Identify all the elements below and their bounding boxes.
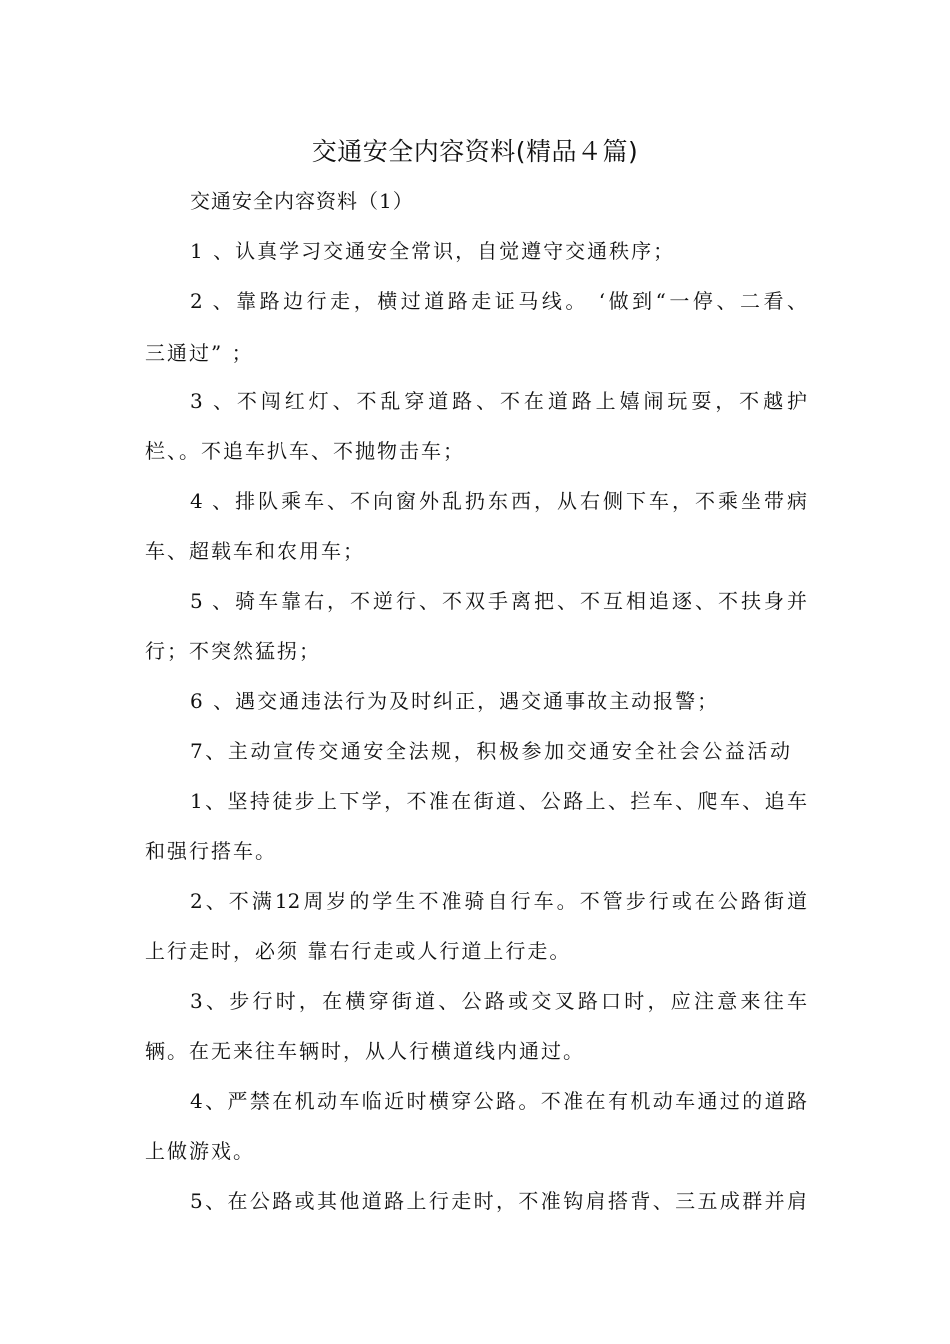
list-item-line: 和强行搭车。 [145,839,277,863]
list-item-line: 行；不突然猛拐； [145,639,321,663]
list-item-line: 3 、不闯红灯、不乱穿道路、不在道路上嬉闹玩耍，不越护 [190,389,807,413]
list-item-line: 4、严禁在机动车临近时横穿公路。不准在有机动车通过的道路 [190,1089,807,1113]
list-item-line: 1、坚持徒步上下学，不准在街道、公路上、拦车、爬车、追车 [190,789,807,813]
list-item-line: 辆。在无来往车辆时，从人行横道线内通过。 [145,1039,585,1063]
list-item-line: 上做游戏。 [145,1139,255,1163]
list-item-line: 栏、。不追车扒车、不抛物击车； [145,439,465,463]
list-item-line: 4 、排队乘车、不向窗外乱扔东西，从右侧下车，不乘坐带病 [190,489,807,513]
list-item-line: 三通过” ； [145,341,254,365]
list-item-line: 2、不满12周岁的学生不准骑自行车。不管步行或在公路街道 [190,889,807,913]
document-title: 交通安全内容资料(精品４篇) [311,137,639,166]
section-heading: 交通安全内容资料（1） [190,189,414,213]
list-item-line: 3、步行时，在横穿街道、公路或交叉路口时，应注意来往车 [190,989,807,1013]
list-item-line: 2 、靠路边行走，横过道路走证马线。 ‘做到“一停、二看、 [190,289,807,313]
list-item-line: 5、在公路或其他道路上行走时，不准钩肩搭背、三五成群并肩 [190,1189,807,1213]
list-item-line: 6 、遇交通违法行为及时纠正，遇交通事故主动报警； [190,689,720,713]
list-item-line: 5 、骑车靠右，不逆行、不双手离把、不互相追逐、不扶身并 [190,589,807,613]
list-item-line: 1 、认真学习交通安全常识，自觉遵守交通秩序； [190,239,676,263]
list-item-line: 车、超载车和农用车； [145,539,365,563]
list-item-line: 上行走时，必须 靠右行走或人行道上行走。 [145,939,572,963]
list-item-line: 7、主动宣传交通安全法规，积极参加交通安全社会公益活动 [190,739,790,763]
